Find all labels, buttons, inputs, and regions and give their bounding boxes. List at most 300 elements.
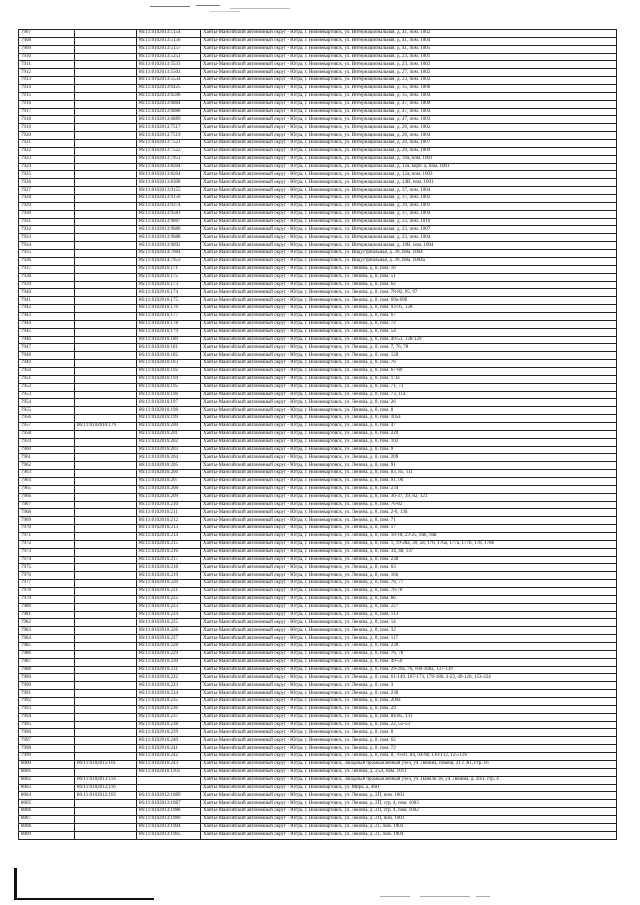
cadastral-number: 86:11:0102016:216 xyxy=(137,548,201,556)
cadastral-number: 86:11:0102016:219 xyxy=(137,572,201,580)
cadastral-number: 86:11:0102013:6888 xyxy=(137,108,201,116)
address: Ханты-Мансийский автономный округ - Югра, г. Нижневартовск, ул. Ленина, д. 8, пом. 209 xyxy=(201,454,617,462)
table-row xyxy=(19,336,617,344)
cadastral-number: 86:11:0102012:1089 xyxy=(137,792,201,800)
row-number: 7979 xyxy=(19,595,75,603)
previous-cadastral-number xyxy=(75,650,137,658)
table-row xyxy=(19,643,617,651)
row-number: 7963 xyxy=(19,470,75,478)
row-number: 7964 xyxy=(19,477,75,485)
cadastral-number: 86:11:0102016:240 xyxy=(137,737,201,745)
row-number: 7969 xyxy=(19,517,75,525)
cadastral-number: 86:11:0102016:182 xyxy=(137,352,201,360)
row-number: 7998 xyxy=(19,745,75,753)
cadastral-number: 86:11:0102013:9692 xyxy=(137,242,201,250)
cadastral-number: 86:11:0102016:241 xyxy=(137,745,201,753)
cadastral-number: 86:11:0102013:7519 xyxy=(137,132,201,140)
table-row xyxy=(19,234,617,242)
row-number: 7939 xyxy=(19,281,75,289)
previous-cadastral-number xyxy=(75,265,137,273)
address: Ханты-Мансийский автономный округ - Югра, г. Нижневартовск, ул. Интернациональная, д. 23, пом. 1004 xyxy=(201,234,617,242)
row-number: 7957 xyxy=(19,422,75,430)
previous-cadastral-number xyxy=(75,674,137,682)
row-number: 7914 xyxy=(19,85,75,93)
address: Ханты-Мансийский автономный округ - Югра, г. Нижневартовск, ул. Интернациональная, д. 20, пом. 1009 xyxy=(201,147,617,155)
previous-cadastral-number xyxy=(75,729,137,737)
address: Ханты-Мансийский автономный округ - Югра, г. Нижневартовск, ул. Интернациональная, д. 35, пом. 1006 xyxy=(201,85,617,93)
address: Ханты-Мансийский автономный округ - Югра, г. Нижневартовск, ул. Ленина, д. 8, пом. 91 xyxy=(201,462,617,470)
table-row xyxy=(19,257,617,265)
table-row xyxy=(19,745,617,753)
table-row xyxy=(19,132,617,140)
previous-cadastral-number xyxy=(75,53,137,61)
cadastral-number: 86:11:0102016:205 xyxy=(137,462,201,470)
table-row xyxy=(19,367,617,375)
address: Ханты-Мансийский автономный округ - Югра, г. Нижневартовск, ул. Ленина, д. 8, пом. 2-6, 130 xyxy=(201,509,617,517)
table-row xyxy=(19,53,617,61)
cadastral-number: 86:11:0102013:9688 xyxy=(137,234,201,242)
previous-cadastral-number xyxy=(75,525,137,533)
row-number: 7917 xyxy=(19,108,75,116)
table-row xyxy=(19,226,617,234)
row-number: 8004 xyxy=(19,792,75,800)
cadastral-number: 86:11:0102016:212 xyxy=(137,517,201,525)
previous-cadastral-number xyxy=(75,603,137,611)
table-row xyxy=(19,658,617,666)
row-number: 7944 xyxy=(19,320,75,328)
previous-cadastral-number xyxy=(75,100,137,108)
table-row xyxy=(19,422,617,430)
table-row xyxy=(19,69,617,77)
address: Ханты-Мансийский автономный округ - Югра, г. Нижневартовск, ул. Ленина, д. 8, пом. 234 xyxy=(201,485,617,493)
previous-cadastral-number xyxy=(75,45,137,53)
row-number: 7942 xyxy=(19,305,75,313)
table-row xyxy=(19,682,617,690)
address: Ханты-Мансийский автономный округ - Югра, г. Нижневартовск, ул. Ленина, д. 8, пом. 71, 73 xyxy=(201,383,617,391)
registry-table xyxy=(18,29,617,840)
cadastral-number: 86:11:0102016:173 xyxy=(137,281,201,289)
address: Ханты-Мансийский автономный округ - Югра, г. Нижневартовск, ул. Интернациональная, д. 12а, пом. 1003 xyxy=(201,171,617,179)
previous-cadastral-number xyxy=(75,438,137,446)
cadastral-number: 86:11:0102016:174 xyxy=(137,289,201,297)
previous-cadastral-number xyxy=(75,383,137,391)
row-number: 7945 xyxy=(19,328,75,336)
row-number: 7947 xyxy=(19,344,75,352)
previous-cadastral-number: 86:11:0102013:114 xyxy=(75,776,137,784)
row-number: 7968 xyxy=(19,509,75,517)
table-row xyxy=(19,635,617,643)
cadastral-number: 86:11:0102013:8308 xyxy=(137,179,201,187)
address: Ханты-Мансийский автономный округ - Югра, г. Нижневартовск, ул. Ленина, д. 8, пом. 63 xyxy=(201,564,617,572)
table-row xyxy=(19,776,617,784)
row-number: 8008 xyxy=(19,823,75,831)
table-row xyxy=(19,155,617,163)
row-number: 7995 xyxy=(19,721,75,729)
table-row xyxy=(19,823,617,831)
address: Ханты-Мансийский автономный округ - Югра, г. Нижневартовск, ул. Ленина, д. 8, пом. 36-37, 39, 82, 121 xyxy=(201,493,617,501)
cadastral-number: 86:11:0102013:6425 xyxy=(137,85,201,93)
table-row xyxy=(19,187,617,195)
cadastral-number: 86:11:0102016:213 xyxy=(137,525,201,533)
row-number: 7922 xyxy=(19,147,75,155)
address: Ханты-Мансийский автономный округ - Югра, г. Нижневартовск, ул. Ленина, д. 8, пом. 14 xyxy=(201,619,617,627)
table-row xyxy=(19,320,617,328)
cadastral-number: 86:11:0102016:206 xyxy=(137,470,201,478)
cadastral-number: 86:11:0102016:238 xyxy=(137,721,201,729)
previous-cadastral-number xyxy=(75,37,137,45)
table-row xyxy=(19,737,617,745)
previous-cadastral-number xyxy=(75,250,137,258)
table-row xyxy=(19,352,617,360)
address: Ханты-Мансийский автономный округ - Югра, г. Нижневартовск, ул. Ленина, д. 8, пом. 29 xyxy=(201,705,617,713)
cadastral-number: 86:11:0102016:177 xyxy=(137,312,201,320)
table-row xyxy=(19,202,617,210)
table-row xyxy=(19,705,617,713)
cadastral-number: 86:11:0102013:5156 xyxy=(137,37,201,45)
previous-cadastral-number xyxy=(75,540,137,548)
previous-cadastral-number xyxy=(75,572,137,580)
previous-cadastral-number xyxy=(75,517,137,525)
table-row xyxy=(19,666,617,674)
cadastral-number: 86:11:0102016:239 xyxy=(137,729,201,737)
address: Ханты-Мансийский автономный округ - Югра, г. Нижневартовск, ул. Ленина, д. 8, пом. 32 xyxy=(201,627,617,635)
row-number: 7911 xyxy=(19,61,75,69)
address: Ханты-Мансийский автономный округ - Югра, г. Нижневартовск, ул. Ленина, д. 8, пом. 83, 85, 111 xyxy=(201,470,617,478)
cadastral-number: 86:11:0102013:9667 xyxy=(137,218,201,226)
row-number: 7975 xyxy=(19,564,75,572)
row-number: 7972 xyxy=(19,540,75,548)
address: Ханты-Мансийский автономный округ - Югра, г. Нижневартовск, ул. Индустриальная, д. 39, пом. 1004а xyxy=(201,257,617,265)
address: Ханты-Мансийский автономный округ - Югра, г. Нижневартовск, ул. Ленина, д. 2П, стр. 4, пом. 1002 xyxy=(201,808,617,816)
table-row xyxy=(19,312,617,320)
previous-cadastral-number xyxy=(75,737,137,745)
row-number: 7973 xyxy=(19,548,75,556)
table-row xyxy=(19,415,617,423)
address: Ханты-Мансийский автономный округ - Югра, г. Нижневартовск, ул. Ленина, д. 8, пом. 76 xyxy=(201,360,617,368)
table-row xyxy=(19,674,617,682)
table-row xyxy=(19,446,617,454)
table-row xyxy=(19,37,617,45)
cadastral-number: 86:11:0102016:203 xyxy=(137,446,201,454)
table-row xyxy=(19,195,617,203)
table-row xyxy=(19,784,617,792)
previous-cadastral-number xyxy=(75,580,137,588)
table-row xyxy=(19,124,617,132)
address: Ханты-Мансийский автономный округ - Югра, г. Нижневартовск, ул. Интернациональная, д. 20, пом. 1004 xyxy=(201,132,617,140)
address: Ханты-Мансийский автономный округ - Югра, г. Нижневартовск, ул. Интернациональная, д. 23, пом. 1003 xyxy=(201,77,617,85)
table-row xyxy=(19,147,617,155)
row-number: 7940 xyxy=(19,289,75,297)
row-number: 7950 xyxy=(19,367,75,375)
row-number: 7919 xyxy=(19,124,75,132)
address: Ханты-Мансийский автономный округ - Югра, г. Нижневартовск, ул. Интернациональная, д. 35, пом. 1004 xyxy=(201,92,617,100)
address: Ханты-Мансийский автономный округ - Югра, г. Нижневартовск, ул. Интернациональная, д. 37, пом. 1004 xyxy=(201,210,617,218)
previous-cadastral-number xyxy=(75,635,137,643)
previous-cadastral-number xyxy=(75,470,137,478)
previous-cadastral-number xyxy=(75,155,137,163)
cadastral-number: 86:11:0102013:6889 xyxy=(137,116,201,124)
row-number: 7997 xyxy=(19,737,75,745)
cadastral-number: 86:11:0102016:197 xyxy=(137,399,201,407)
previous-cadastral-number xyxy=(75,588,137,596)
previous-cadastral-number xyxy=(75,493,137,501)
previous-cadastral-number xyxy=(75,336,137,344)
row-number: 7952 xyxy=(19,383,75,391)
previous-cadastral-number xyxy=(75,407,137,415)
address: Ханты-Мансийский автономный округ - Югра, г. Нижневартовск, Западный промышленный узел, ул. Панели 18, ул. Ленина, д. 20Л, стр. 4 xyxy=(201,776,617,784)
previous-cadastral-number xyxy=(75,415,137,423)
table-row xyxy=(19,595,617,603)
row-number: 7948 xyxy=(19,352,75,360)
previous-cadastral-number xyxy=(75,352,137,360)
previous-cadastral-number xyxy=(75,367,137,375)
previous-cadastral-number xyxy=(75,30,137,38)
address: Ханты-Мансийский автономный округ - Югра, г. Нижневартовск, ул. Ленина, д. 8, пом. 102 xyxy=(201,438,617,446)
cadastral-number: 86:11:0102016:199 xyxy=(137,415,201,423)
previous-cadastral-number xyxy=(75,360,137,368)
address: Ханты-Мансийский автономный округ - Югра, г. Нижневартовск, ул. Ленина, д. 8, пом. 8 xyxy=(201,407,617,415)
address: Ханты-Мансийский автономный округ - Югра, г. Нижневартовск, ул. Мира, д. 46П xyxy=(201,784,617,792)
address: Ханты-Мансийский автономный округ - Югра, г. Нижневартовск, ул. Ленина, д. 21, пом. 1004 xyxy=(201,831,617,839)
table-row xyxy=(19,242,617,250)
row-number: 8002 xyxy=(19,776,75,784)
address: Ханты-Мансийский автономный округ - Югра, г. Нижневартовск, ул. Интернациональная, д. 19В, пом. 1004 xyxy=(201,242,617,250)
table-row xyxy=(19,399,617,407)
previous-cadastral-number xyxy=(75,77,137,85)
row-number: 7966 xyxy=(19,493,75,501)
cadastral-number: 86:11:0102014:7084 xyxy=(137,250,201,258)
address: Ханты-Мансийский автономный округ - Югра, г. Нижневартовск, ул. Ленина, д. 8, пом. 76, 77 xyxy=(201,580,617,588)
row-number: 7949 xyxy=(19,360,75,368)
cadastral-number: 86:11:0102016:236 xyxy=(137,705,201,713)
previous-cadastral-number xyxy=(75,273,137,281)
address: Ханты-Мансийский автономный округ - Югра, г. Нижневартовск, ул. Интернациональная, д. 47, пом. 1003 xyxy=(201,116,617,124)
previous-cadastral-number xyxy=(75,430,137,438)
table-row xyxy=(19,391,617,399)
cadastral-number: 86:11:0102013:5251 xyxy=(137,53,201,61)
row-number: 7936 xyxy=(19,257,75,265)
previous-cadastral-number xyxy=(75,643,137,651)
previous-cadastral-number xyxy=(75,753,137,761)
cadastral-number xyxy=(137,776,201,784)
address: Ханты-Мансийский автономный округ - Югра, г. Нижневартовск, ул. Ленина, д. 2П, пом. 1001 xyxy=(201,815,617,823)
previous-cadastral-number xyxy=(75,815,137,823)
cadastral-number: 86:11:0102016:231 xyxy=(137,666,201,674)
row-number: 8003 xyxy=(19,784,75,792)
address: Ханты-Мансийский автономный округ - Югра, г. Нижневартовск, ул. Интернациональная, д. 23, пом. 1002 xyxy=(201,61,617,69)
previous-cadastral-number xyxy=(75,328,137,336)
cadastral-number: 86:11:0102013:1905 xyxy=(137,831,201,839)
address: Ханты-Мансийский автономный округ - Югра, г. Нижневартовск, ул. Ленина, д. 8, пом. 69а-69б xyxy=(201,297,617,305)
cadastral-number: 86:11:0102016:209 xyxy=(137,493,201,501)
previous-cadastral-number xyxy=(75,768,137,776)
row-number: 7943 xyxy=(19,312,75,320)
row-number: 7990 xyxy=(19,682,75,690)
row-number: 7954 xyxy=(19,399,75,407)
address: Ханты-Мансийский автономный округ - Югра, г. Нижневартовск, ул. Ленина, д. 8, пом. 73, 114 xyxy=(201,391,617,399)
row-number: 7938 xyxy=(19,273,75,281)
previous-cadastral-number xyxy=(75,108,137,116)
cadastral-number: 86:11:0102013:9583 xyxy=(137,210,201,218)
cadastral-number: 86:11:0102016:224 xyxy=(137,611,201,619)
row-number: 7916 xyxy=(19,100,75,108)
row-number: 7934 xyxy=(19,242,75,250)
address: Ханты-Мансийский автономный округ - Югра, г. Нижневартовск, ул. Ленина, д. 8, пом. 61-149, 167-173, 179-180, 3-23, 49-120, 153-224 xyxy=(201,674,617,682)
row-number: 7924 xyxy=(19,163,75,171)
address: Ханты-Мансийский автономный округ - Югра, г. Нижневартовск, ул. Ленина, д. 8, пом. 67 xyxy=(201,312,617,320)
cadastral-number: 86:11:0102016:243 xyxy=(137,760,201,768)
table-row xyxy=(19,210,617,218)
address: Ханты-Мансийский автономный округ - Югра, г. Нижневартовск, ул. Ленина, д. 8, пом. 78-82, 95, 97 xyxy=(201,289,617,297)
address: Ханты-Мансийский автономный округ - Югра, г. Нижневартовск, ул. Ленина, д. 8, пом. 26 xyxy=(201,399,617,407)
address: Ханты-Мансийский автономный округ - Югра, г. Нижневартовск, ул. Ленина, д. 8, пом. 113 xyxy=(201,611,617,619)
table-row xyxy=(19,493,617,501)
row-number: 8001 xyxy=(19,768,75,776)
cadastral-number xyxy=(137,784,201,792)
address: Ханты-Мансийский автономный округ - Югра, г. Нижневартовск, ул. Ленина, д. 8, пом. 209а xyxy=(201,698,617,706)
cadastral-number: 86:11:0102016:225 xyxy=(137,619,201,627)
row-number: 7946 xyxy=(19,336,75,344)
address: Ханты-Мансийский автономный округ - Югра, г. Нижневартовск, ул. Ленина, д. 8, пом. 8, 76-81, 84, 94-98, 110-112, 125-126 xyxy=(201,753,617,761)
table-row xyxy=(19,430,617,438)
row-number: 7907 xyxy=(19,30,75,38)
row-number: 7928 xyxy=(19,195,75,203)
previous-cadastral-number xyxy=(75,564,137,572)
table-row xyxy=(19,61,617,69)
cadastral-number: 86:11:0102016:210 xyxy=(137,501,201,509)
row-number: 7953 xyxy=(19,391,75,399)
previous-cadastral-number xyxy=(75,831,137,839)
row-number: 7962 xyxy=(19,462,75,470)
cadastral-number: 86:11:0102016:200 xyxy=(137,422,201,430)
address: Ханты-Мансийский автономный округ - Югра, г. Нижневартовск, ул. Ленина, д. 8, пом. 91, 96 xyxy=(201,477,617,485)
previous-cadastral-number xyxy=(75,171,137,179)
previous-cadastral-number xyxy=(75,132,137,140)
previous-cadastral-number: 86:11:0102015:101 xyxy=(75,760,137,768)
row-number: 7929 xyxy=(19,202,75,210)
cadastral-number: 86:11:0102016:237 xyxy=(137,713,201,721)
row-number: 7909 xyxy=(19,45,75,53)
cadastral-number: 86:11:0102013:5503 xyxy=(137,69,201,77)
table-row xyxy=(19,588,617,596)
row-number: 7971 xyxy=(19,533,75,541)
cadastral-number: 86:11:0102016:1101 xyxy=(137,768,201,776)
previous-cadastral-number xyxy=(75,548,137,556)
previous-cadastral-number xyxy=(75,61,137,69)
table-row xyxy=(19,77,617,85)
address: Ханты-Мансийский автономный округ - Югра, г. Нижневартовск, ул. Интернациональная, д. 37, пом. 1002 xyxy=(201,195,617,203)
cadastral-number: 86:11:0102016:214 xyxy=(137,533,201,541)
table-row xyxy=(19,163,617,171)
cadastral-number: 86:11:0102016:208 xyxy=(137,485,201,493)
address: Ханты-Мансийский автономный округ - Югра, г. Нижневартовск, ул. Интернациональная, д. 47, пом. 1009 xyxy=(201,100,617,108)
previous-cadastral-number xyxy=(75,611,137,619)
cadastral-number: 86:11:0102016:201 xyxy=(137,430,201,438)
table-row xyxy=(19,477,617,485)
previous-cadastral-number xyxy=(75,242,137,250)
address: Ханты-Мансийский автономный округ - Югра, г. Нижневартовск, ул. Ленина, д. 8, пом. 105а xyxy=(201,415,617,423)
address: Ханты-Мансийский автономный округ - Югра, г. Нижневартовск, ул. Ленина, д. 8, пом. 62 xyxy=(201,737,617,745)
previous-cadastral-number xyxy=(75,195,137,203)
cadastral-number: 86:11:0102013:1088 xyxy=(137,808,201,816)
table-row xyxy=(19,305,617,313)
address: Ханты-Мансийский автономный округ - Югра, г. Нижневартовск, ул. Интернациональная, д. 41, пом. 1005 xyxy=(201,45,617,53)
row-number: 8006 xyxy=(19,808,75,816)
previous-cadastral-number xyxy=(75,116,137,124)
table-row xyxy=(19,171,617,179)
table-row xyxy=(19,273,617,281)
cadastral-number: 86:11:0102016:220 xyxy=(137,580,201,588)
cadastral-number: 86:11:0102013:8264 xyxy=(137,163,201,171)
row-number: 7956 xyxy=(19,415,75,423)
row-number: 7921 xyxy=(19,140,75,148)
row-number: 7987 xyxy=(19,658,75,666)
cadastral-number: 86:11:0102016:235 xyxy=(137,698,201,706)
table-row xyxy=(19,753,617,761)
address: Ханты-Мансийский автономный округ - Югра, г. Нижневартовск, ул. Ленина, д. 8, пом. 76, 78 xyxy=(201,650,617,658)
cadastral-number: 86:11:0102016:192 xyxy=(137,367,201,375)
address: Ханты-Мансийский автономный округ - Югра, г. Нижневартовск, ул. Интернациональная, д. 20, пом. 1007 xyxy=(201,140,617,148)
row-number: 7991 xyxy=(19,690,75,698)
table-row xyxy=(19,792,617,800)
table-row xyxy=(19,540,617,548)
cadastral-number: 86:11:0102013:1904 xyxy=(137,823,201,831)
table-row xyxy=(19,690,617,698)
row-number: 7958 xyxy=(19,430,75,438)
row-number: 7959 xyxy=(19,438,75,446)
row-number: 8009 xyxy=(19,831,75,839)
address: Ханты-Мансийский автономный округ - Югра, г. Нижневартовск, ул. Интернациональная, д. 20, пом. 1002 xyxy=(201,124,617,132)
previous-cadastral-number xyxy=(75,305,137,313)
previous-cadastral-number xyxy=(75,690,137,698)
address: Ханты-Мансийский автономный округ - Югра, г. Нижневартовск, ул. Ленина, д. 8, пом. 7, 76, 78 xyxy=(201,344,617,352)
previous-cadastral-number xyxy=(75,713,137,721)
cadastral-number: 86:11:0102016:211 xyxy=(137,509,201,517)
row-number: 7982 xyxy=(19,619,75,627)
previous-cadastral-number xyxy=(75,823,137,831)
address: Ханты-Мансийский автономный округ - Югра, г. Нижневартовск, ул. Индустриальная, д. 39, пом. 1004 xyxy=(201,250,617,258)
row-number: 7976 xyxy=(19,572,75,580)
cadastral-number: 86:11:0102016:223 xyxy=(137,603,201,611)
cadastral-number: 86:11:0102016:233 xyxy=(137,682,201,690)
table-row xyxy=(19,462,617,470)
table-row xyxy=(19,619,617,627)
previous-cadastral-number xyxy=(75,745,137,753)
address: Ханты-Мансийский автономный округ - Югра, г. Нижневартовск, ул. Ленина, д. 8, пом. 66 xyxy=(201,595,617,603)
previous-cadastral-number xyxy=(75,658,137,666)
address: Ханты-Мансийский автономный округ - Югра, г. Нижневартовск, ул. Интернациональная, д. 27, пом. 1002 xyxy=(201,69,617,77)
cadastral-number: 86:11:0102014:7953 xyxy=(137,257,201,265)
previous-cadastral-number xyxy=(75,619,137,627)
previous-cadastral-number xyxy=(75,501,137,509)
previous-cadastral-number xyxy=(75,124,137,132)
row-number: 7984 xyxy=(19,635,75,643)
table-row xyxy=(19,265,617,273)
address: Ханты-Мансийский автономный округ - Югра, г. Нижневартовск, ул. Ленина, д. 8, пом. 62 xyxy=(201,281,617,289)
cadastral-number: 86:11:0102016:181 xyxy=(137,344,201,352)
cadastral-number: 86:11:0102016:234 xyxy=(137,690,201,698)
cadastral-number: 86:11:0102016:207 xyxy=(137,477,201,485)
cadastral-number: 86:11:0102013:1087 xyxy=(137,800,201,808)
table-row xyxy=(19,831,617,839)
row-number: 7920 xyxy=(19,132,75,140)
row-number: 7937 xyxy=(19,265,75,273)
row-number: 7910 xyxy=(19,53,75,61)
table-row xyxy=(19,45,617,53)
previous-cadastral-number xyxy=(75,226,137,234)
table-row xyxy=(19,611,617,619)
row-number: 7932 xyxy=(19,226,75,234)
